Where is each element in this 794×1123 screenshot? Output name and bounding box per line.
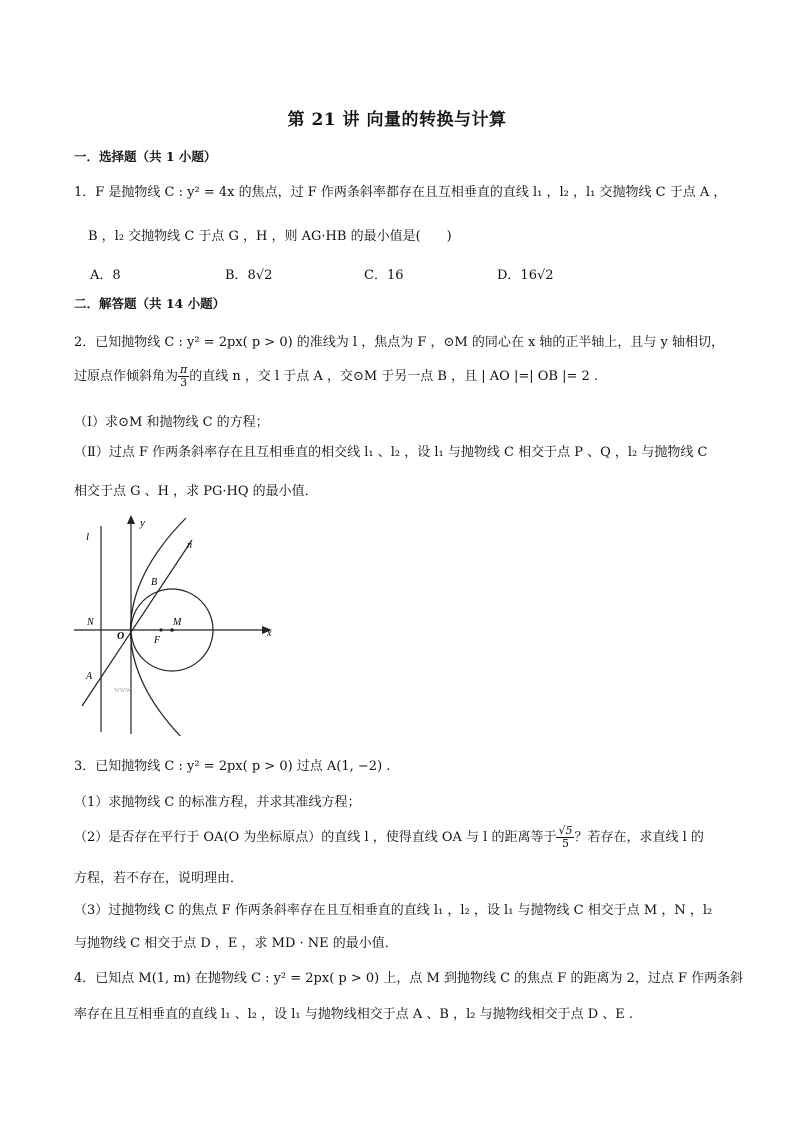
q3-fraction-num: √5 [558, 824, 573, 837]
q3-line-3 [74, 825, 704, 850]
label-y: y [140, 517, 145, 529]
label-n: n [187, 540, 192, 551]
q2-fraction-num: π [180, 363, 188, 376]
q3-line-4: 方程，若不存在，说明理由． [74, 871, 244, 886]
point-f [159, 628, 162, 631]
q3-line-2: （1）求抛物线 C 的标准方程，并求其准线方程； [74, 795, 361, 810]
q2-fraction-den: 3 [180, 376, 188, 389]
label-x: x [267, 628, 272, 639]
q2-line-3: （Ⅰ）求⊙M 和抛物线 C 的方程； [74, 415, 269, 430]
q2-line-2 [74, 364, 598, 389]
q3-line-5: （3）过抛物线 C 的焦点 F 作两条斜率存在且互相垂直的直线 l₁ ，l₂ ，设 l₁ 与抛物线 C 相交于点 M ，N ，l₂ [74, 903, 713, 918]
section-heading-choice: 一．选择题（共 1 小题） [74, 149, 217, 164]
figure-watermark: www [114, 685, 132, 694]
q3-line-3-pre: （2）是否存在平行于 OA(O 为坐标原点）的直线 l ，使得直线 OA 与 l 的距离等于 [74, 830, 557, 845]
q1-line-2: B ，l₂ 交抛物线 C 于点 G ，H ，则 AG·HB 的最小值是( ) [88, 229, 452, 244]
q3-line-3-post: ？若存在，求直线 l 的 [574, 830, 704, 845]
point-m [170, 628, 174, 632]
section-heading-answer: 二．解答题（共 14 小题） [74, 296, 226, 311]
q2-line-5: 相交于点 G 、H ，求 PG·HQ 的最小值． [74, 484, 318, 499]
q2-line-1: 2．已知抛物线 C : y² = 2px( p > 0) 的准线为 l ，焦点为 F ，⊙M 的同心在 x 轴的正半轴上，且与 y 轴相切， [74, 335, 725, 350]
q1-option-c: C．16 [364, 268, 404, 283]
q2-line-4: （Ⅱ）过点 F 作两条斜率存在且互相垂直的相交线 l₁ 、l₂ ，设 l₁ 与抛物线 C 相交于点 P 、Q ，l₂ 与抛物线 C [74, 445, 708, 460]
label-f: F [154, 635, 161, 646]
label-b: B [151, 577, 158, 588]
q3-fraction-den: 5 [561, 837, 569, 850]
label-o: O [117, 631, 125, 642]
q1-line-1: 1．F 是抛物线 C : y² = 4x 的焦点，过 F 作两条斜率都存在且互相垂直的直线 l₁ ，l₂ ，l₁ 交抛物线 C 于点 A ， [74, 185, 727, 200]
q2-line-2-pre: 过原点作倾斜角为 [74, 369, 179, 384]
page-title: 第 21 讲 向量的转换与计算 [287, 110, 507, 130]
figure-svg [72, 512, 278, 736]
q3-line-6: 与抛物线 C 相交于点 D ，E ，求 MD · NE 的最小值． [74, 936, 398, 951]
q1-option-a: A．8 [90, 268, 121, 283]
y-axis-arrow [127, 515, 135, 524]
label-l: l [86, 531, 90, 543]
label-m: M [173, 617, 182, 628]
q4-line-1: 4．已知点 M(1, m) 在抛物线 C : y² = 2px( p > 0) 上，点 M 到抛物线 C 的焦点 F 的距离为 2，过点 F 作两条斜 [74, 971, 744, 986]
q3-fraction [556, 825, 574, 850]
q1-option-d: D．16√2 [497, 268, 554, 283]
q2-line-2-post: 的直线 n ，交 l 于点 A ，交⊙M 于另一点 B ，且 | AO |=| OB |= 2 . [189, 369, 599, 384]
parabola-circle-figure [72, 512, 278, 736]
q4-line-2: 率存在且互相垂直的直线 l₁ 、l₂ ，设 l₁ 与抛物线相交于点 A 、B ，l₂ 与抛物线相交于点 D 、E . [74, 1007, 634, 1022]
q3-line-1: 3．已知抛物线 C : y² = 2px( p > 0) 过点 A(1, −2) . [74, 759, 391, 774]
label-a: A [86, 671, 93, 682]
q1-option-b: B．8√2 [225, 268, 273, 283]
label-N: N [87, 617, 94, 628]
q2-fraction [178, 364, 189, 389]
